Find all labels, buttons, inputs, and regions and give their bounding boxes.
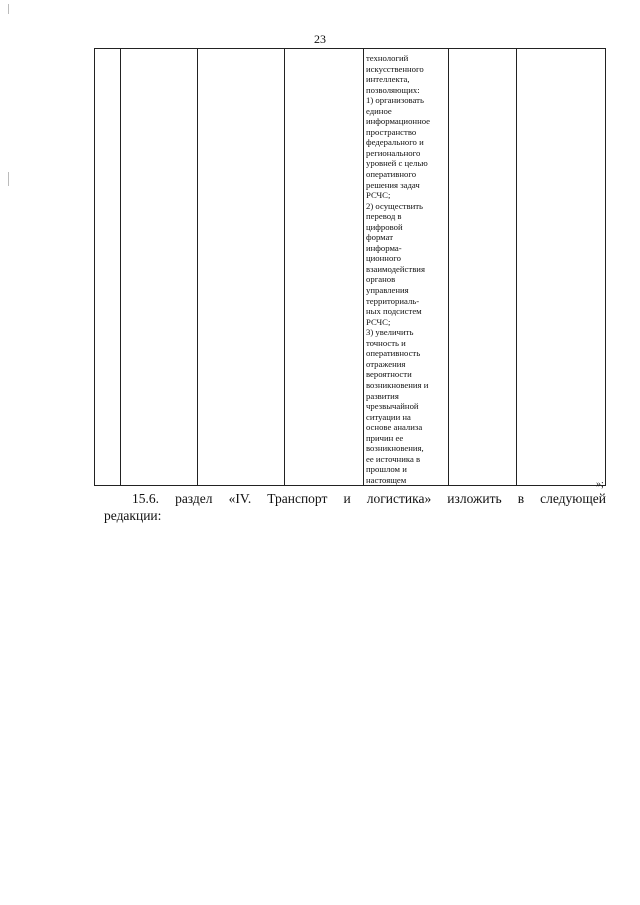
- table-cell-6: [449, 49, 517, 486]
- table-cell-7: [517, 49, 606, 486]
- scan-mark-middle: [8, 172, 9, 186]
- closing-quote: »;: [596, 479, 604, 490]
- paragraph-line-2: редакции:: [104, 508, 162, 523]
- table-cell-2: [121, 49, 198, 486]
- table-fragment: [94, 48, 606, 486]
- table-cell-5: [364, 49, 449, 486]
- page-number: 23: [314, 32, 326, 46]
- task-description-text: технологий искусственного интеллекта, позволяющих: 1) организовать единое информационное пространство федерального и регионального уровней с целью оперативного решения задач РСЧС; 2) осуществить перевод в цифровой формат информа- ционного взаимодействия органов управления территориаль- ных подсистем РСЧС; 3) увеличить точность и оперативность отражения вероятности возникновения и развития чрезвычайной ситуации на основе анализа причин ее возникновения, ее источника в прошлом и настоящем: [366, 53, 431, 485]
- amendment-paragraph: [104, 490, 606, 524]
- table-cell-4: [285, 49, 364, 486]
- table-cell-3: [198, 49, 285, 486]
- table-row: [95, 49, 606, 486]
- scan-mark-top: [8, 4, 9, 14]
- paragraph-line-1: 15.6. раздел «IV. Транспорт и логистика» изложить в следующей: [132, 491, 606, 506]
- table-cell-1: [95, 49, 121, 486]
